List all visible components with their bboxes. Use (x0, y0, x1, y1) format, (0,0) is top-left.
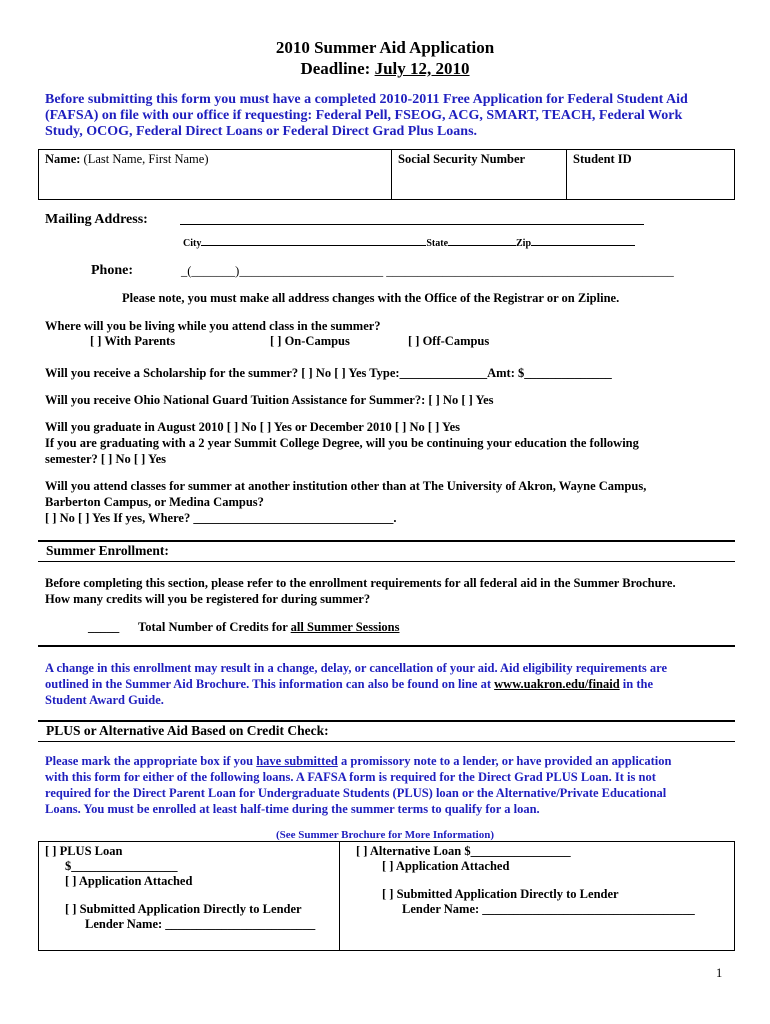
other-institution-line-1: Will you attend classes for summer at another institution other than at The University of Akron, Wayne Campus, (45, 479, 647, 493)
student-id-label: Student ID (573, 152, 632, 166)
name-hint: (Last Name, First Name) (80, 152, 209, 166)
plus-p1-b: a promissory note to a lender, or have provided an application (337, 754, 672, 768)
living-with-parents-option[interactable]: [ ] With Parents (90, 334, 176, 348)
alt-submitted-directly[interactable]: [ ] Submitted Application Directly to Lender (382, 887, 619, 901)
enrollment-warning-3: Student Award Guide. (45, 693, 164, 707)
mailing-address-line[interactable] (180, 224, 644, 225)
page-number: 1 (716, 966, 723, 980)
deadline-label: Deadline: (300, 59, 375, 78)
form-title: 2010 Summer Aid Application (275, 38, 495, 57)
plus-section-title: PLUS or Alternative Aid Based on Credit Check: (46, 723, 329, 738)
plus-paragraph-3: required for the Direct Parent Loan for Undergraduate Students (PLUS) loan or the Alternative/Private Educational (45, 786, 667, 800)
deadline-date: July 12, 2010 (374, 59, 470, 78)
city-state-zip-line[interactable] (183, 238, 635, 250)
enrollment-instruction-1: Before completing this section, please refer to the enrollment requirements for all federal aid in the Summer Brochure. (45, 576, 676, 590)
enrollment-instruction-2: How many credits will you be registered for during summer? (45, 592, 371, 606)
plus-lender-name[interactable]: Lender Name: ________________________ (85, 917, 316, 931)
finaid-link[interactable]: www.uakron.edu/finaid (494, 677, 620, 691)
city-label: City (183, 238, 202, 249)
warning-text-a: outlined in the Summer Aid Brochure. This information can also be found on line at (45, 677, 495, 691)
ssn-cell[interactable] (392, 150, 567, 200)
phone-label: Phone: (91, 263, 133, 278)
intro-line-3: Study, OCOG, Federal Direct Loans or Federal Direct Grad Plus Loans. (45, 124, 478, 139)
credits-blank[interactable]: _____ (88, 620, 120, 634)
plus-section-header (38, 720, 735, 742)
credits-label: Total Number of Credits for (138, 620, 291, 634)
alt-application-attached[interactable]: [ ] Application Attached (382, 859, 510, 873)
living-off-campus-option[interactable]: [ ] Off-Campus (408, 334, 490, 348)
intro-line-1: Before submitting this form you must have a completed 2010-2011 Free Application for Federal Student Aid (45, 92, 688, 107)
other-institution-line-2: Barberton Campus, or Medina Campus? (45, 495, 264, 509)
warning-text-b: in the (619, 677, 654, 691)
deadline (0, 59, 770, 79)
plus-submitted-directly[interactable]: [ ] Submitted Application Directly to Lender (65, 902, 302, 916)
scholarship-question[interactable]: Will you receive a Scholarship for the summer? [ ] No [ ] Yes Type:______________Amt: $______________ (45, 366, 612, 380)
plus-paragraph-2: with this form for either of the following loans. A FAFSA form is required for the Direct Grad PLUS Loan. It is not (45, 770, 656, 784)
plus-p1-underlined: have submitted (256, 754, 338, 768)
name-label: Name: (45, 152, 81, 166)
name-cell[interactable] (39, 150, 392, 200)
plus-loan-amount[interactable]: $_________________ (65, 859, 178, 873)
enrollment-warning-2 (45, 677, 653, 692)
enrollment-warning-1: A change in this enrollment may result in a change, delay, or cancellation of your aid. Aid eligibility requirements are (45, 661, 668, 675)
summer-enrollment-title: Summer Enrollment: (46, 543, 169, 558)
plus-loan-checkbox[interactable]: [ ] PLUS Loan (45, 844, 123, 858)
address-change-note: Please note, you must make all address changes with the Office of the Registrar or on Zipline. (122, 291, 620, 305)
alternative-loan-cell (340, 842, 735, 951)
student-info-table (38, 149, 735, 200)
plus-paragraph-1 (45, 754, 671, 769)
ssn-label: Social Security Number (398, 152, 526, 166)
mailing-address-label: Mailing Address: (45, 212, 148, 227)
state-label: State (426, 238, 449, 249)
ohio-guard-question[interactable]: Will you receive Ohio National Guard Tuition Assistance for Summer?: [ ] No [ ] Yes (45, 393, 494, 407)
summer-enrollment-header (38, 540, 735, 562)
loan-options-table (38, 841, 735, 951)
plus-loan-cell (39, 842, 340, 951)
credits-underlined: all Summer Sessions (290, 620, 400, 634)
plus-application-attached[interactable]: [ ] Application Attached (65, 874, 193, 888)
plus-p1-a: Please mark the appropriate box if you (45, 754, 257, 768)
plus-paragraph-4: Loans. You must be enrolled at least half-time during the summer terms to qualify for a loan. (45, 802, 540, 816)
graduation-question[interactable]: Will you graduate in August 2010 [ ] No [ ] Yes or December 2010 [ ] No [ ] Yes (45, 420, 461, 434)
see-brochure-note: (See Summer Brochure for More Information) (275, 829, 495, 841)
living-on-campus-option[interactable]: [ ] On-Campus (270, 334, 350, 348)
phone-field[interactable]: _(_______)_______________________ ______________________________________________ (181, 264, 674, 278)
summit-question-line-2[interactable]: semester? [ ] No [ ] Yes (45, 452, 167, 466)
alt-lender-name[interactable]: Lender Name: __________________________________ (402, 902, 695, 916)
zip-label: Zip (516, 238, 532, 249)
summit-question-line-1: If you are graduating with a 2 year Summit College Degree, will you be continuing your education the following (45, 436, 639, 450)
other-institution-line-3[interactable]: [ ] No [ ] Yes If yes, Where? ________________________________. (45, 511, 397, 525)
alternative-loan-checkbox[interactable]: [ ] Alternative Loan $________________ (356, 844, 571, 858)
credits-line (88, 620, 400, 635)
student-id-cell[interactable] (567, 150, 735, 200)
intro-line-2: (FAFSA) on file with our office if requesting: Federal Pell, FSEOG, ACG, SMART, TEACH, Federal Work (45, 108, 683, 123)
living-question: Where will you be living while you attend class in the summer? (45, 319, 381, 333)
divider (38, 645, 735, 647)
